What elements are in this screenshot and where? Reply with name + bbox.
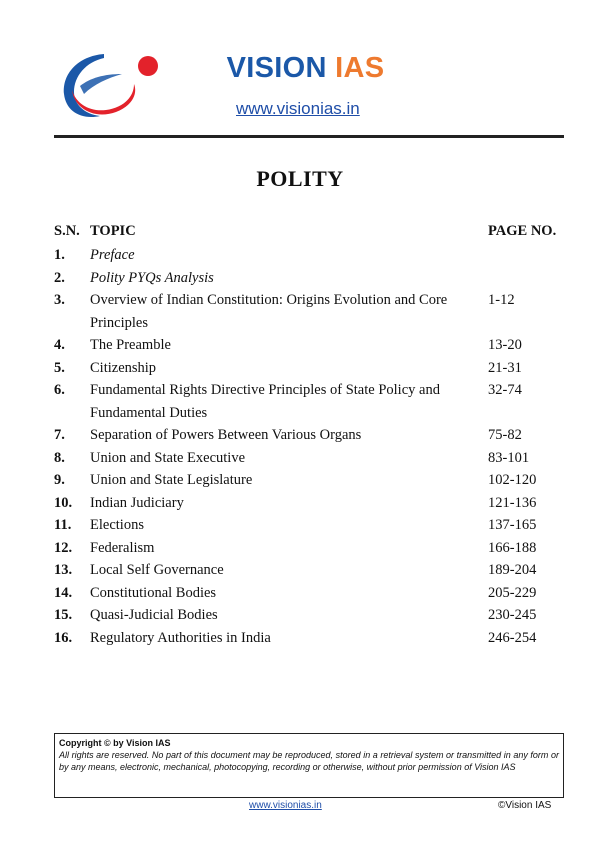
toc-row-page: 1-12 [488,292,515,308]
header-sn: S.N. [54,223,80,239]
toc-row [54,447,564,470]
toc-row [54,537,564,560]
brand-part-vision: VISION [226,52,327,84]
toc-row-sn: 4. [54,337,65,353]
toc-row-sn: 3. [54,292,65,308]
toc-row [54,357,564,380]
toc-row-page [488,267,564,290]
copyright-text: All rights are reserved. No part of this document may be reproduced, stored in a retrieval system or transmitted in any form or by any means, electronic, mechanical, photocopying, recording or otherwise, without prior permission of Vision IAS [59,750,559,772]
toc-row-topic: Preface [90,247,135,263]
footer-copyright: ©Vision IAS [498,800,552,811]
brand-part-ias: IAS [335,52,385,84]
toc-row [54,334,564,357]
toc-row-topic: Citizenship [90,359,157,376]
toc-row-topic: Federalism [90,539,155,556]
toc-row-sn: 8. [54,449,65,466]
toc-row-sn: 14. [54,584,73,601]
toc-row-topic: Separation of Powers Between Various Organs [90,427,362,443]
toc-row-page: 230-245 [488,607,537,623]
toc-row [54,424,564,447]
toc-row-page: 21-31 [488,359,522,376]
toc-row [54,627,564,650]
toc-row-sn: 6. [54,382,65,398]
toc-row-page: 13-20 [488,337,522,353]
toc-row-sn: 1. [54,247,65,263]
toc-header-row [54,220,564,242]
toc-row-topic: Fundamental Rights Directive Principles of State Policy and Fundamental Duties [90,382,440,421]
toc-row-page: 83-101 [488,449,530,466]
toc-row [54,514,564,537]
toc-row [54,559,564,582]
toc-row [54,492,564,515]
toc-row-page: 246-254 [488,629,537,646]
brand-name [213,52,398,85]
toc-row [54,267,564,290]
toc-row-page: 102-120 [488,472,537,488]
toc-row-topic: Overview of Indian Constitution: Origins Evolution and Core Principles [90,292,448,331]
toc-row-page: 121-136 [488,494,537,511]
header-page: PAGE NO. [488,223,557,239]
toc-row-sn: 9. [54,472,65,488]
toc-row-topic: Elections [90,517,144,533]
toc-row-sn: 7. [54,427,65,443]
toc-row-topic: Local Self Governance [90,562,224,578]
toc-row-sn: 5. [54,359,65,376]
footer-website-link[interactable]: www.visionias.in [249,800,322,811]
copyright-title: Copyright © by Vision IAS [59,738,171,748]
toc-row-sn: 15. [54,607,73,623]
page-title: POLITY [256,166,344,191]
toc-row-sn: 2. [54,269,65,286]
header-divider [54,135,564,138]
table-of-contents [54,220,564,649]
toc-row-sn: 10. [54,494,73,511]
toc-row-topic: Polity PYQs Analysis [90,269,214,286]
toc-row-sn: 11. [54,517,72,533]
toc-row-topic: Quasi-Judicial Bodies [90,607,218,623]
toc-row-topic: Union and State Executive [90,449,246,466]
header-topic: TOPIC [90,223,136,239]
toc-row-topic: Constitutional Bodies [90,584,217,601]
toc-row-page: 205-229 [488,584,537,601]
toc-row-page: 166-188 [488,539,537,556]
toc-row [54,582,564,605]
toc-row-sn: 13. [54,562,73,578]
toc-row [54,469,564,492]
toc-row-topic: The Preamble [90,337,171,353]
toc-row-sn: 16. [54,629,73,646]
toc-row [54,379,564,424]
vision-ias-logo [60,50,160,122]
toc-row-topic: Union and State Legislature [90,472,253,488]
toc-row [54,289,564,334]
toc-row-page: 32-74 [488,382,522,398]
toc-row [54,604,564,627]
toc-row [54,244,564,267]
toc-row-topic: Regulatory Authorities in India [90,629,271,646]
website-link[interactable]: www.visionias.in [236,99,360,118]
toc-row-page: 137-165 [488,517,537,533]
toc-rows [54,244,564,649]
toc-row-page: 75-82 [488,427,522,443]
copyright-notice [54,733,564,798]
toc-row-sn: 12. [54,539,73,556]
toc-row-page: 189-204 [488,562,537,578]
toc-row-page [488,244,564,267]
toc-row-topic: Indian Judiciary [90,494,184,511]
